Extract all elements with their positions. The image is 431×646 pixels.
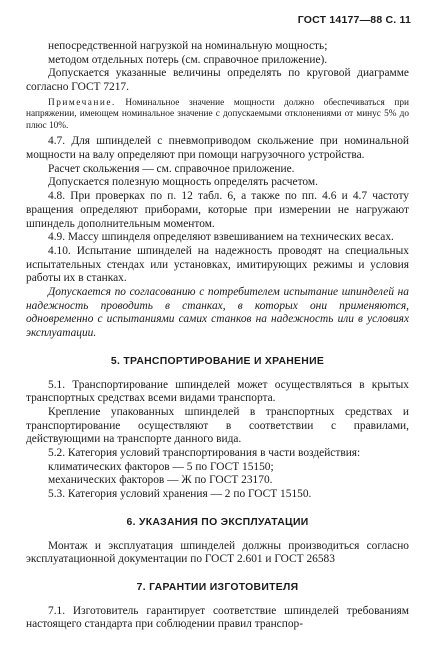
paragraph: механических факторов — Ж по ГОСТ 23170. [48,474,273,487]
paragraph: 5.2. Категория условий транспортирования в части воздействия: [48,447,361,460]
paragraph: 4.8. При проверках по п. 12 табл. 6, а также по пп. 4.6 и 4.7 частоту вращения определяют приборами, которые при измерении не нагружают шпиндель дополнительным моментом. [26,190,409,230]
paragraph: 4.7. Для шпинделей с пневмоприводом скольжение при номинальной мощности на валу определяют при помощи нагрузочного устройства. [26,135,409,162]
paragraph: Допускается указанные величины определять по круговой диаграмме согласно ГОСТ 7217. [26,67,409,94]
paragraph: 7.1. Изготовитель гарантирует соответствие шпинделей требованиям настоящего стандарта при соблюдении правил транспор- [26,604,409,631]
paragraph: непосредственной нагрузкой на номинальную мощность; [48,40,328,52]
section-heading: 5. ТРАНСПОРТИРОВАНИЕ И ХРАНЕНИЕ [110,355,325,367]
paragraph: Допускается полезную мощность определять расчетом. [48,176,318,189]
note-text: Номинальное значение мощности должно обеспечиваться при напряжении, имеющем номинальное значение с допускаемыми отклонениями от минус 5% до плюс 10%. [26,97,409,131]
paragraph: методом отдельных потерь (см. справочное приложение). [48,53,328,66]
paragraph: 5.1. Транспортирование шпинделей может осуществляться в крытых транспортных средствах всеми видами транспорта. [26,378,409,405]
paragraph: Крепление упакованных шпинделей в транспортных средствах и транспортирование осуществляют в соответствии с правилами, действующими на транспорте данного вида. [26,405,409,446]
section-heading: 6. УКАЗАНИЯ ПО ЭКСПЛУАТАЦИИ [126,516,309,528]
paragraph: 4.9. Массу шпинделя определяют взвешиванием на технических весах. [48,231,394,244]
note-label: Примечание. [48,97,116,108]
section-heading: 7. ГАРАНТИИ ИЗГОТОВИТЕЛЯ [136,582,299,593]
paragraph: климатических факторов — 5 по ГОСТ 15150; [48,460,274,473]
paragraph: 5.3. Категория условий хранения — 2 по ГОСТ 15150. [48,488,312,501]
paragraph: Допускается по согласованию с потребителем испытание шпинделей на надежность проводить в станках, в которых они применяются, одновременно с испытаниями самих станков на надежность или в условиях эксплуатации. [26,286,409,340]
page-header: ГОСТ 14177—88 С. 11 [297,14,411,26]
paragraph: Монтаж и эксплуатация шпинделей должны производиться согласно эксплуатационной документации по ГОСТ 2.601 и ГОСТ 26583 [26,539,409,566]
note [26,98,409,133]
paragraph: 4.10. Испытание шпинделей на надежность проводят на специальных испытательных стендах или установках, имитирующих режимы и условия работы их в станках. [26,244,409,285]
document-body [26,40,409,632]
paragraph: Расчет скольжения — см. справочное приложение. [48,162,295,175]
